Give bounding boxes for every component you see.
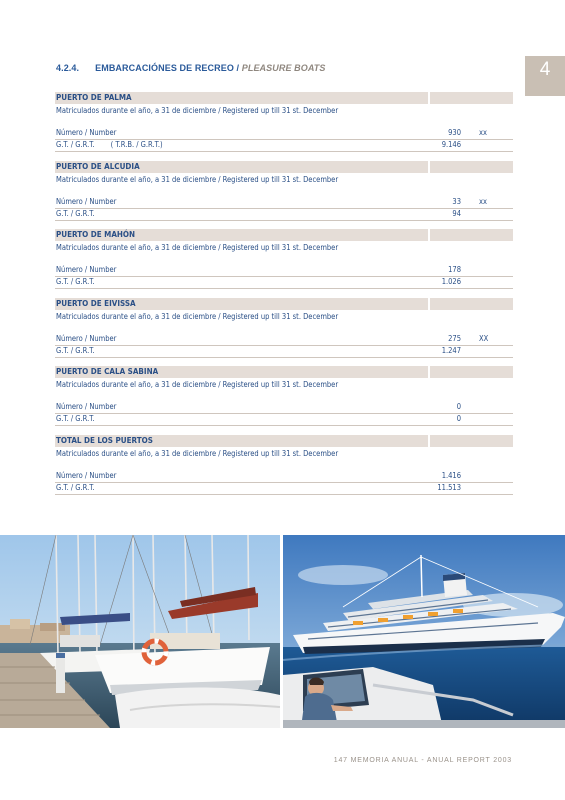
number-value: 930 xyxy=(448,128,461,137)
port-block xyxy=(55,229,513,298)
port-subtitle: Matriculados durante el año, a 31 de diciembre / Registered up till 31 st. December xyxy=(56,174,339,184)
number-note: xx xyxy=(479,196,487,206)
port-block xyxy=(55,92,513,161)
port-header xyxy=(55,435,513,447)
number-row xyxy=(55,402,513,414)
section-number: 4.2.4. xyxy=(56,63,80,73)
number-row xyxy=(55,197,513,209)
gt-value: 94 xyxy=(452,208,461,218)
port-header xyxy=(55,366,513,378)
port-name: PUERTO DE EIVISSA xyxy=(56,298,136,308)
number-label: Número / Number xyxy=(56,128,117,137)
port-block xyxy=(55,298,513,367)
section-title-en: PLEASURE BOATS xyxy=(241,63,326,73)
number-note: xx xyxy=(479,128,487,137)
number-row xyxy=(55,265,513,277)
gt-value: 1.026 xyxy=(441,277,461,286)
number-label: Número / Number xyxy=(56,265,117,274)
port-subtitle: Matriculados durante el año, a 31 de diciembre / Registered up till 31 st. December xyxy=(56,106,339,115)
gt-row xyxy=(55,414,513,426)
gt-value: 1.247 xyxy=(441,345,461,355)
number-row xyxy=(55,471,513,483)
port-subtitle: Matriculados durante el año, a 31 de diciembre / Registered up till 31 st. December xyxy=(56,380,339,389)
number-label: Número / Number xyxy=(56,470,117,480)
gt-label: G.T. / G.R.T. xyxy=(56,140,95,149)
port-name: PUERTO DE ALCUDIA xyxy=(56,161,140,171)
section-title-separator: / xyxy=(233,63,242,73)
port-header xyxy=(55,161,513,173)
port-subtitle: Matriculados durante el año, a 31 de diciembre / Registered up till 31 st. December xyxy=(56,448,339,458)
section-title-es: EMBARCACIÓNES DE RECREO xyxy=(95,63,234,73)
port-name: PUERTO DE CALA SABINA xyxy=(56,367,159,376)
number-row xyxy=(55,334,513,346)
gt-value: 11.513 xyxy=(437,482,461,492)
gt-row xyxy=(55,140,513,152)
number-label: Número / Number xyxy=(56,402,117,411)
port-block-total xyxy=(55,435,513,504)
port-subtitle: Matriculados durante el año, a 31 de diciembre / Registered up till 31 st. December xyxy=(56,311,339,321)
number-label: Número / Number xyxy=(56,333,117,343)
port-block xyxy=(55,161,513,230)
gt-label: G.T. / G.R.T. xyxy=(56,277,95,286)
number-value: 33 xyxy=(452,196,461,206)
port-header xyxy=(55,92,513,104)
port-name: TOTAL DE LOS PUERTOS xyxy=(56,435,153,445)
gt-row xyxy=(55,346,513,358)
number-value: 275 xyxy=(448,333,461,343)
number-note: XX xyxy=(479,333,489,343)
ports-table xyxy=(55,92,513,503)
port-block xyxy=(55,366,513,435)
gt-row xyxy=(55,209,513,221)
cruise-ship-photo xyxy=(283,535,565,728)
gt-row xyxy=(55,483,513,495)
gt-value: 0 xyxy=(456,414,461,423)
gt-extra: ( T.R.B. / G.R.T.) xyxy=(110,140,163,149)
gt-value: 9.146 xyxy=(441,140,461,149)
number-row xyxy=(55,128,513,140)
chapter-number: 4 xyxy=(539,59,551,80)
gt-label: G.T. / G.R.T. xyxy=(56,345,95,355)
port-header xyxy=(55,229,513,241)
gt-row xyxy=(55,277,513,289)
port-name: PUERTO DE PALMA xyxy=(56,93,132,102)
page-footer xyxy=(320,757,512,764)
port-subtitle: Matriculados durante el año, a 31 de diciembre / Registered up till 31 st. December xyxy=(56,243,339,252)
gt-label: G.T. / G.R.T. xyxy=(56,414,95,423)
number-label: Número / Number xyxy=(56,196,117,206)
number-value: 1.416 xyxy=(441,470,461,480)
gt-label: G.T. / G.R.T. xyxy=(56,208,95,218)
gt-label: G.T. / G.R.T. xyxy=(56,482,95,492)
number-value: 0 xyxy=(456,402,461,411)
marina-photo xyxy=(0,535,280,728)
page-number: 147 xyxy=(333,757,348,764)
section-title xyxy=(56,63,326,73)
port-header xyxy=(55,298,513,310)
number-value: 178 xyxy=(448,265,461,274)
port-name: PUERTO DE MAHÓN xyxy=(56,230,136,239)
footer-text: MEMORIA ANUAL - ANUAL REPORT 2003 xyxy=(350,757,512,764)
chapter-tab xyxy=(525,56,565,96)
